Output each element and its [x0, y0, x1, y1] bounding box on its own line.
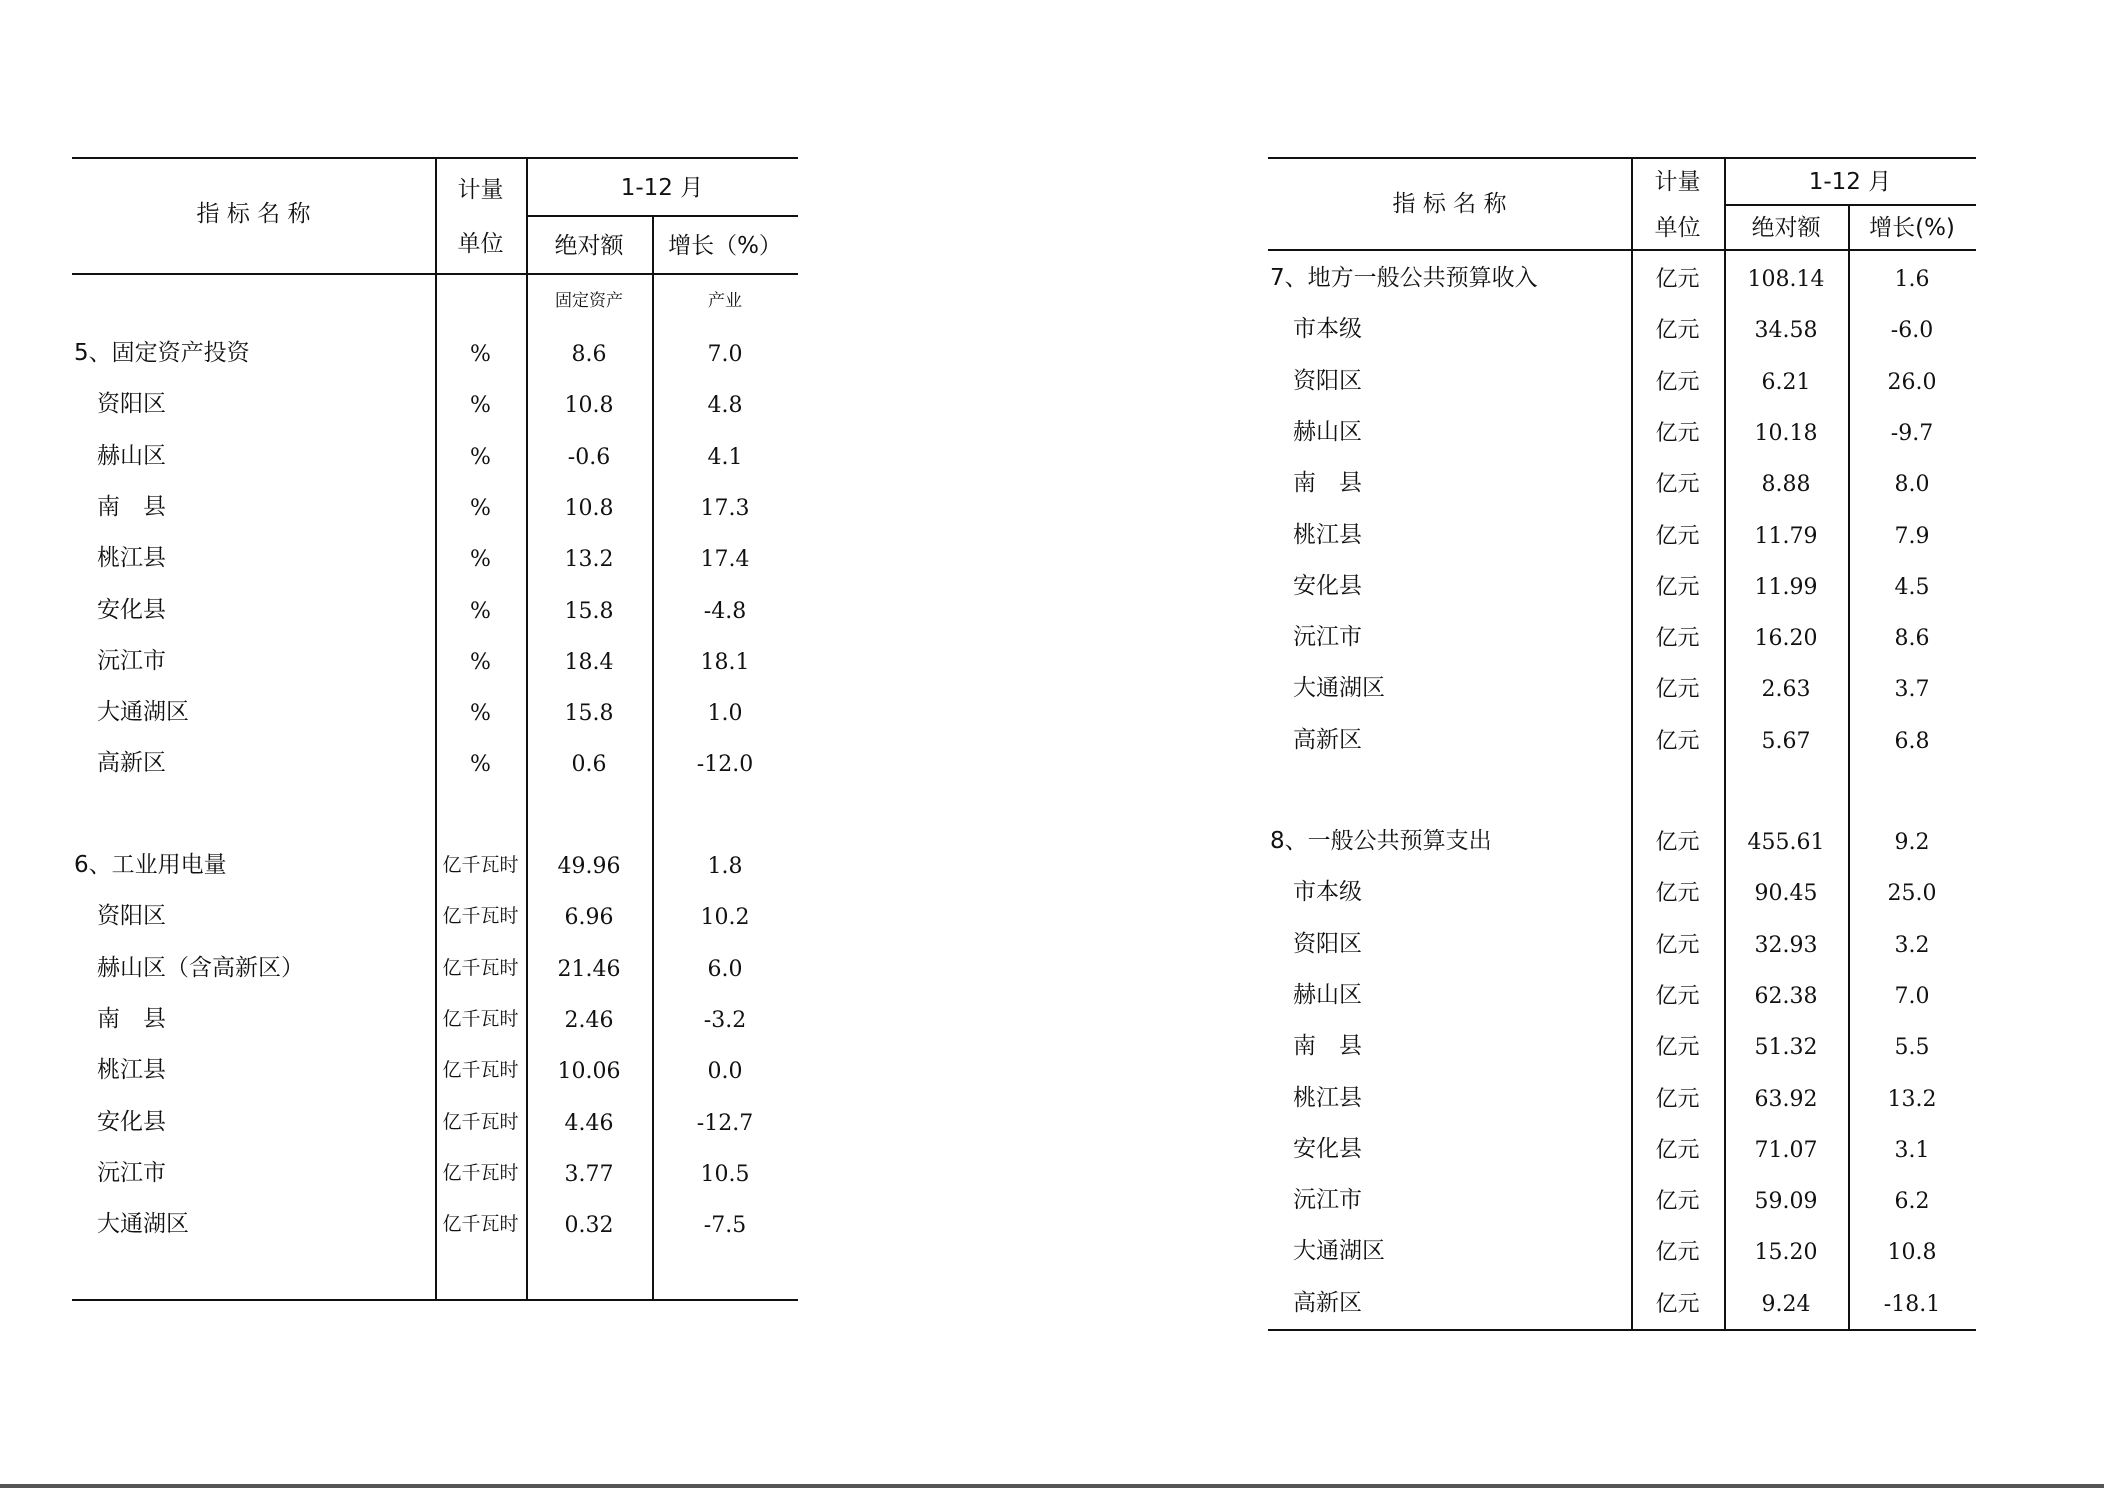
left-header-growth: 增长（%）: [668, 233, 782, 259]
right-statistics-table: [1268, 157, 1976, 1331]
row-growth-value: 1.6: [1894, 267, 1930, 292]
left-note-growth: 产业: [708, 291, 742, 311]
row-growth-value: -18.1: [1883, 1292, 1941, 1317]
row-abs-value: 8.6: [571, 342, 607, 367]
row-name: 赫山区: [1293, 982, 1362, 1008]
row-name: 沅江市: [1293, 1187, 1362, 1213]
left-header-unit-top: 计量: [457, 177, 504, 203]
row-growth-value: 4.5: [1894, 575, 1930, 600]
row-growth-value: 9.2: [1894, 830, 1930, 855]
row-unit: 亿元: [1655, 575, 1700, 600]
row-name: 南 县: [1293, 470, 1362, 496]
row-name: 8、一般公共预算支出: [1270, 828, 1492, 854]
row-growth-value: 6.8: [1894, 729, 1930, 754]
left-note-abs: 固定资产: [555, 291, 623, 311]
row-name: 7、地方一般公共预算收入: [1270, 265, 1538, 291]
row-abs-value: 59.09: [1754, 1189, 1818, 1214]
row-name: 市本级: [1293, 879, 1362, 905]
row-name: 沅江市: [97, 1160, 166, 1186]
row-growth-value: 17.3: [700, 496, 750, 521]
row-name: 安化县: [1293, 573, 1362, 599]
row-growth-value: 25.0: [1887, 881, 1937, 906]
row-name: 安化县: [1293, 1136, 1362, 1162]
row-growth-value: -12.0: [696, 752, 754, 777]
row-abs-value: 32.93: [1754, 933, 1818, 958]
row-unit: 亿元: [1655, 984, 1700, 1009]
row-abs-value: 51.32: [1754, 1035, 1818, 1060]
row-name: 大通湖区: [97, 1211, 189, 1237]
row-growth-value: -6.0: [1890, 318, 1934, 343]
row-unit: %: [470, 701, 491, 726]
row-name: 沅江市: [97, 648, 166, 674]
row-abs-value: 3.77: [564, 1162, 614, 1187]
row-name: 大通湖区: [97, 699, 189, 725]
row-growth-value: 3.2: [1894, 933, 1930, 958]
row-abs-value: 15.8: [564, 599, 614, 624]
row-name: 5、固定资产投资: [74, 340, 250, 366]
row-unit: 亿元: [1655, 1189, 1700, 1214]
row-growth-value: 13.2: [1887, 1087, 1937, 1112]
row-unit: 亿元: [1655, 626, 1700, 651]
row-abs-value: 4.46: [564, 1111, 614, 1136]
left-header-unit-bottom: 单位: [457, 231, 504, 257]
row-growth-value: 4.8: [707, 393, 743, 418]
row-unit: %: [470, 342, 491, 367]
row-growth-value: -12.7: [696, 1111, 754, 1136]
row-growth-value: 6.2: [1894, 1189, 1930, 1214]
row-name: 高新区: [97, 750, 166, 776]
row-name: 沅江市: [1293, 624, 1362, 650]
row-name: 桃江县: [97, 545, 166, 571]
row-name: 高新区: [1293, 727, 1362, 753]
row-unit: 亿元: [1655, 421, 1700, 446]
row-unit: 亿元: [1655, 524, 1700, 549]
row-growth-value: 10.5: [700, 1162, 750, 1187]
row-unit: %: [470, 547, 491, 572]
row-unit: 亿元: [1655, 370, 1700, 395]
row-abs-value: 2.46: [564, 1008, 614, 1033]
right-header-unit-bottom: 单位: [1654, 215, 1701, 241]
row-name: 南 县: [97, 494, 166, 520]
row-unit: 亿元: [1655, 1138, 1700, 1163]
row-growth-value: 10.2: [700, 905, 750, 930]
row-name: 赫山区（含高新区）: [97, 955, 304, 981]
row-abs-value: 9.24: [1761, 1292, 1811, 1317]
row-growth-value: -3.2: [703, 1008, 747, 1033]
row-name: 赫山区: [1293, 419, 1362, 445]
row-abs-value: 10.8: [564, 496, 614, 521]
row-growth-value: 10.8: [1887, 1240, 1937, 1265]
row-unit: 亿千瓦时: [442, 1162, 519, 1184]
row-abs-value: 0.32: [564, 1213, 614, 1238]
row-unit: 亿千瓦时: [442, 1008, 519, 1030]
row-name: 大通湖区: [1293, 1238, 1385, 1264]
row-unit: %: [470, 752, 491, 777]
row-growth-value: -9.7: [1890, 421, 1934, 446]
right-header-mid-rule: [1724, 204, 1976, 206]
row-unit: 亿元: [1655, 1292, 1700, 1317]
row-name: 安化县: [97, 597, 166, 623]
row-unit: %: [470, 599, 491, 624]
row-name: 资阳区: [1293, 368, 1362, 394]
row-abs-value: 49.96: [557, 854, 621, 879]
row-name: 大通湖区: [1293, 675, 1385, 701]
row-abs-value: 8.88: [1761, 472, 1811, 497]
right-top-rule: [1268, 157, 1976, 159]
row-abs-value: 16.20: [1754, 626, 1818, 651]
row-abs-value: 71.07: [1754, 1138, 1818, 1163]
row-growth-value: 7.0: [707, 342, 743, 367]
left-header-mid-rule: [526, 215, 798, 217]
left-statistics-table: [72, 157, 798, 1301]
row-abs-value: 0.6: [571, 752, 607, 777]
row-abs-value: -0.6: [567, 445, 611, 470]
row-unit: 亿千瓦时: [442, 905, 519, 927]
row-abs-value: 108.14: [1747, 267, 1825, 292]
row-unit: 亿元: [1655, 881, 1700, 906]
row-growth-value: 26.0: [1887, 370, 1937, 395]
row-abs-value: 11.79: [1754, 524, 1818, 549]
row-unit: %: [470, 496, 491, 521]
right-header-abs: 绝对额: [1751, 215, 1821, 241]
row-abs-value: 455.61: [1747, 830, 1825, 855]
row-name: 桃江县: [1293, 1085, 1362, 1111]
row-name: 资阳区: [97, 903, 166, 929]
row-unit: 亿元: [1655, 677, 1700, 702]
left-header-period: 1-12 月: [620, 175, 704, 201]
row-growth-value: 7.0: [1894, 984, 1930, 1009]
left-header-abs: 绝对额: [554, 233, 624, 259]
row-abs-value: 10.18: [1754, 421, 1818, 446]
row-name: 安化县: [97, 1109, 166, 1135]
row-growth-value: -7.5: [703, 1213, 747, 1238]
row-growth-value: 1.0: [707, 701, 743, 726]
row-unit: 亿元: [1655, 267, 1700, 292]
row-unit: 亿千瓦时: [442, 957, 519, 979]
row-growth-value: 3.1: [1894, 1138, 1930, 1163]
row-name: 南 县: [1293, 1033, 1362, 1059]
row-unit: 亿元: [1655, 472, 1700, 497]
row-abs-value: 10.06: [557, 1059, 621, 1084]
row-unit: %: [470, 650, 491, 675]
row-abs-value: 62.38: [1754, 984, 1818, 1009]
row-unit: 亿元: [1655, 1035, 1700, 1060]
right-header-unit-top: 计量: [1654, 169, 1701, 195]
row-growth-value: -4.8: [703, 599, 747, 624]
row-unit: 亿千瓦时: [442, 854, 519, 876]
row-name: 6、工业用电量: [74, 852, 227, 878]
row-growth-value: 5.5: [1894, 1035, 1930, 1060]
row-unit: 亿元: [1655, 933, 1700, 958]
row-abs-value: 11.99: [1754, 575, 1818, 600]
row-unit: 亿元: [1655, 318, 1700, 343]
row-name: 市本级: [1293, 316, 1362, 342]
right-header-bottom-rule: [1268, 249, 1976, 251]
right-header-name: 指 标 名 称: [1392, 191, 1507, 217]
row-name: 资阳区: [1293, 931, 1362, 957]
row-growth-value: 8.6: [1894, 626, 1930, 651]
page-bottom-band: [0, 1484, 2104, 1488]
row-unit: 亿元: [1655, 1087, 1700, 1112]
row-unit: 亿元: [1655, 1240, 1700, 1265]
row-unit: 亿千瓦时: [442, 1111, 519, 1133]
row-name: 高新区: [1293, 1290, 1362, 1316]
row-growth-value: 3.7: [1894, 677, 1930, 702]
row-unit: 亿千瓦时: [442, 1059, 519, 1081]
row-name: 赫山区: [97, 443, 166, 469]
row-abs-value: 15.20: [1754, 1240, 1818, 1265]
row-growth-value: 8.0: [1894, 472, 1930, 497]
row-growth-value: 1.8: [707, 854, 743, 879]
row-abs-value: 13.2: [564, 547, 614, 572]
row-abs-value: 10.8: [564, 393, 614, 418]
row-abs-value: 2.63: [1761, 677, 1811, 702]
row-abs-value: 6.21: [1761, 370, 1811, 395]
row-unit: 亿元: [1655, 830, 1700, 855]
row-growth-value: 18.1: [700, 650, 750, 675]
row-abs-value: 63.92: [1754, 1087, 1818, 1112]
left-header-name: 指 标 名 称: [196, 201, 311, 227]
row-abs-value: 18.4: [564, 650, 614, 675]
row-unit: %: [470, 445, 491, 470]
right-header-growth: 增长(%): [1869, 215, 1955, 241]
row-name: 资阳区: [97, 391, 166, 417]
row-growth-value: 4.1: [707, 445, 743, 470]
row-abs-value: 90.45: [1754, 881, 1818, 906]
row-growth-value: 6.0: [707, 957, 743, 982]
row-growth-value: 7.9: [1894, 524, 1930, 549]
row-abs-value: 5.67: [1761, 729, 1811, 754]
right-bottom-rule: [1268, 1329, 1976, 1331]
row-unit: 亿元: [1655, 729, 1700, 754]
row-unit: %: [470, 393, 491, 418]
row-abs-value: 34.58: [1754, 318, 1818, 343]
row-abs-value: 21.46: [557, 957, 621, 982]
row-name: 桃江县: [97, 1057, 166, 1083]
right-header-period: 1-12 月: [1808, 169, 1892, 195]
row-growth-value: 0.0: [707, 1059, 743, 1084]
row-name: 南 县: [97, 1006, 166, 1032]
row-name: 桃江县: [1293, 522, 1362, 548]
row-abs-value: 15.8: [564, 701, 614, 726]
row-growth-value: 17.4: [700, 547, 750, 572]
row-abs-value: 6.96: [564, 905, 614, 930]
row-unit: 亿千瓦时: [442, 1213, 519, 1235]
